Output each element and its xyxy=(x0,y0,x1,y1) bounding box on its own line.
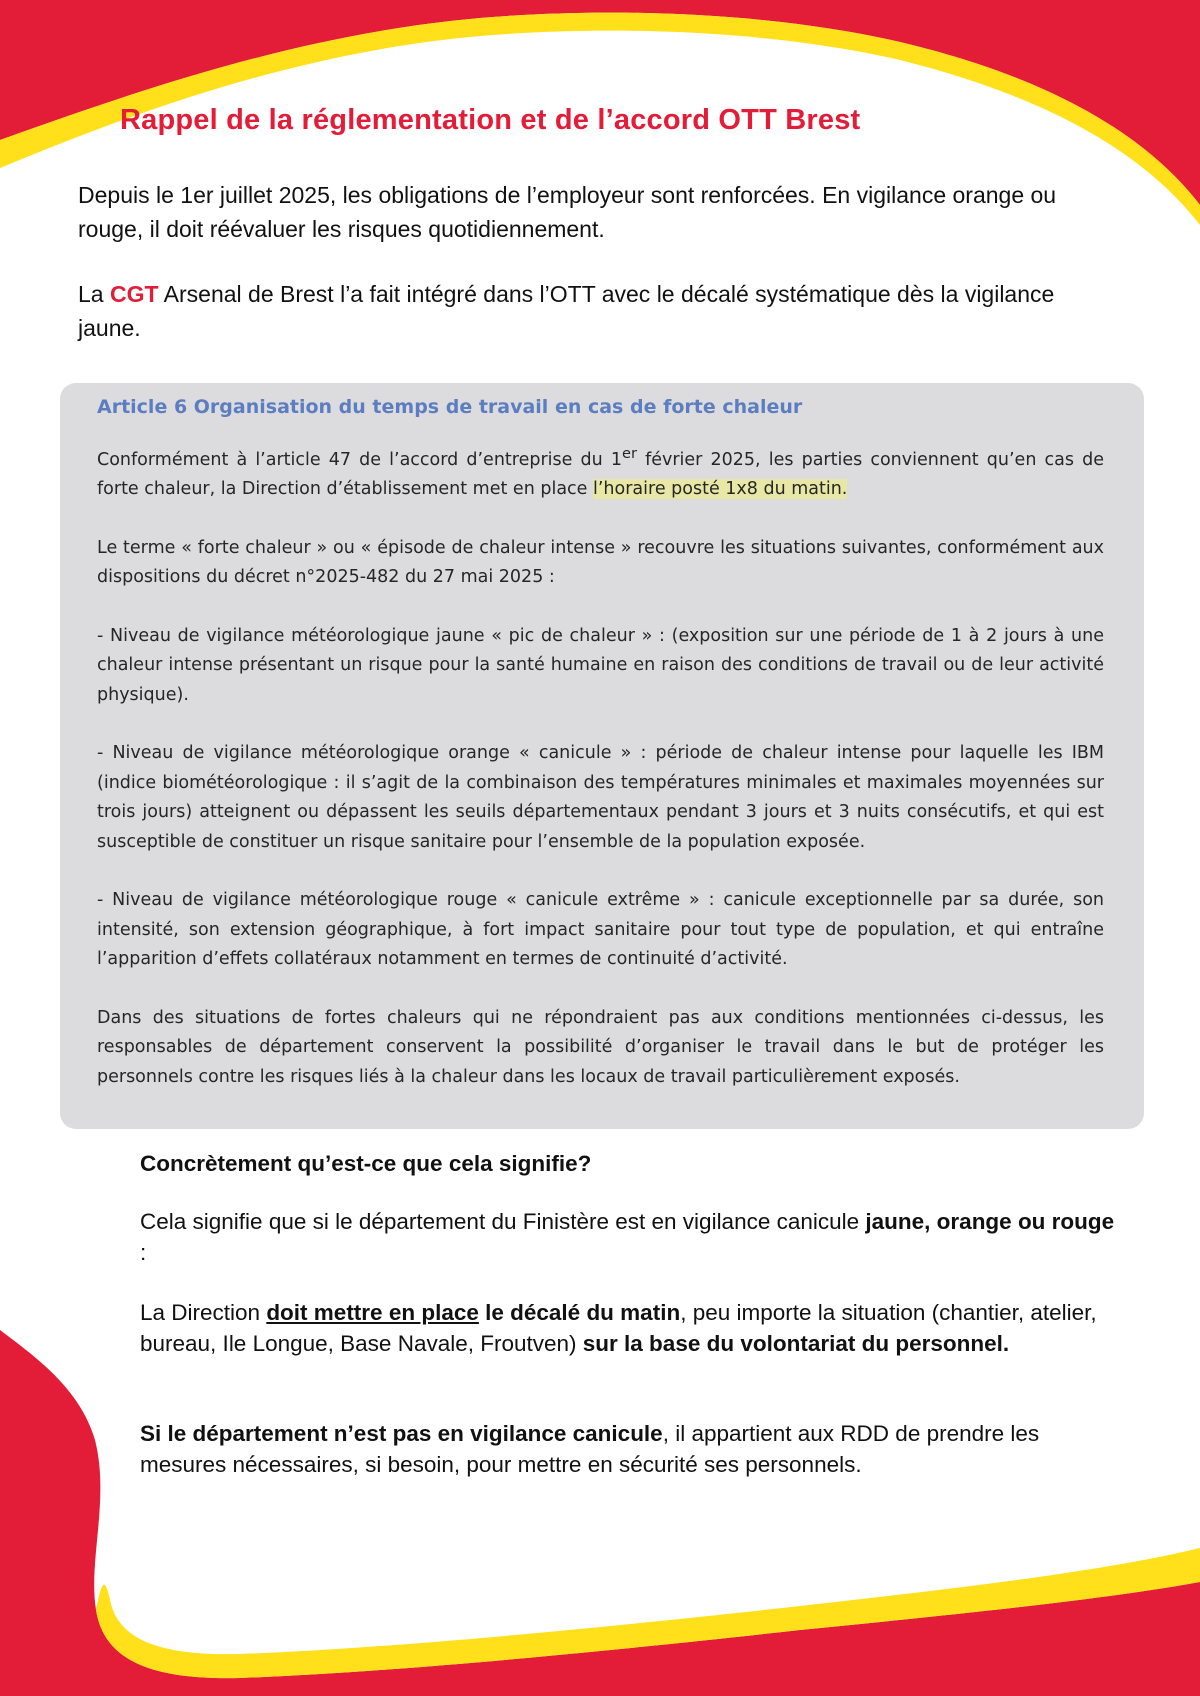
article-text: Conformément à l’article 47 de l’accord d’entreprise du 1 xyxy=(97,449,622,470)
vigilance-levels: jaune, orange ou rouge xyxy=(865,1209,1115,1234)
conclusion-text: , il appartient aux RDD de prendre les mesures nécessaires, si besoin, pour mettre en sécurité ses personnels. xyxy=(140,1421,1040,1477)
conclusion-paragraph-1 xyxy=(140,1206,1120,1268)
article-text: février 2025, les parties conviennent qu’en cas de forte chaleur, la Direction d’établissement met en place xyxy=(97,449,1104,500)
intro-text: La xyxy=(78,281,110,307)
article-paragraph-2: Le terme « forte chaleur » ou « épisode de chaleur intense » recouvre les situations suivantes, conformément aux dispositions du décret n°2025-482 du 27 mai 2025 : xyxy=(97,537,1104,588)
cgt-label: CGT xyxy=(109,281,159,307)
conclusion-paragraph-2 xyxy=(140,1297,1120,1359)
conclusion-text: : xyxy=(140,1240,147,1265)
conclusion-question: Concrètement qu’est-ce que cela signifie? xyxy=(140,1151,592,1176)
conclusion-text: Cela signifie que si le département du Finistère est en vigilance canicule xyxy=(140,1209,866,1234)
intro-paragraph-1: Depuis le 1er juillet 2025, les obligations de l’employeur sont renforcées. En vigilance orange ou rouge, il doit réévaluer les risques quotidiennement. xyxy=(78,182,1057,242)
conclusion-paragraph-3 xyxy=(140,1418,1120,1480)
obligation-text: doit mettre en place xyxy=(266,1300,479,1325)
intro-text: Arsenal de Brest l’a fait intégré dans l’OTT avec le décalé systématique dès la vigilance jaune. xyxy=(78,281,1055,341)
intro-paragraph-2 xyxy=(78,277,1118,345)
article-paragraph-6: Dans des situations de fortes chaleurs qui ne répondraient pas aux conditions mentionnées ci-dessus, les responsables de département conservent la possibilité d’organiser le travail dans le but de protéger les personnels contre les risques liés à la chaleur dans les locaux de travail particulièrement exposés. xyxy=(97,1007,1104,1087)
article-paragraph-5: - Niveau de vigilance météorologique rouge « canicule extrême » : canicule exceptionnelle par sa durée, son intensité, son extension géographique, à fort impact sanitaire pour tout type de population, et qui entraîne l’apparition d’effets collatéraux notamment en termes de continuité d’activité. xyxy=(97,890,1104,970)
article-title: Article 6 Organisation du temps de travail en cas de forte chaleur xyxy=(97,396,803,418)
conclusion-text: , peu importe la situation (chantier, atelier, bureau, Ile Longue, Base Navale, Froutven) xyxy=(140,1300,1097,1356)
conclusion-text: La Direction xyxy=(140,1300,267,1325)
decale-text: le décalé du matin xyxy=(478,1300,681,1325)
article-excerpt-box xyxy=(60,383,1144,1129)
article-paragraph-1 xyxy=(97,439,1104,505)
article-superscript: er xyxy=(621,445,637,462)
highlighted-text: l’horaire posté 1x8 du matin. xyxy=(593,479,848,500)
article-paragraph-3: - Niveau de vigilance météorologique jaune « pic de chaleur » : (exposition sur une période de 1 à 2 jours à une chaleur intense présentant un risque pour la santé humaine en raison des conditions de travail ou de leur activité physique). xyxy=(97,625,1104,705)
article-paragraph-4: - Niveau de vigilance météorologique orange « canicule » : période de chaleur intense pour laquelle les IBM (indice biométéorologique : il s’agit de la combinaison des températures minimales et maximales moyennées sur trois jours) atteignent ou dépassent les seuils départementaux pendant 3 jours et 3 nuits consécutifs, et qui est susceptible de constituer un risque sanitaire pour l’ensemble de la population exposée. xyxy=(97,743,1104,852)
volontariat-text: sur la base du volontariat du personnel. xyxy=(582,1331,1010,1356)
page-title: Rappel de la réglementation et de l’accord OTT Brest xyxy=(120,104,861,136)
no-vigilance-text: Si le département n’est pas en vigilance canicule xyxy=(140,1421,663,1446)
